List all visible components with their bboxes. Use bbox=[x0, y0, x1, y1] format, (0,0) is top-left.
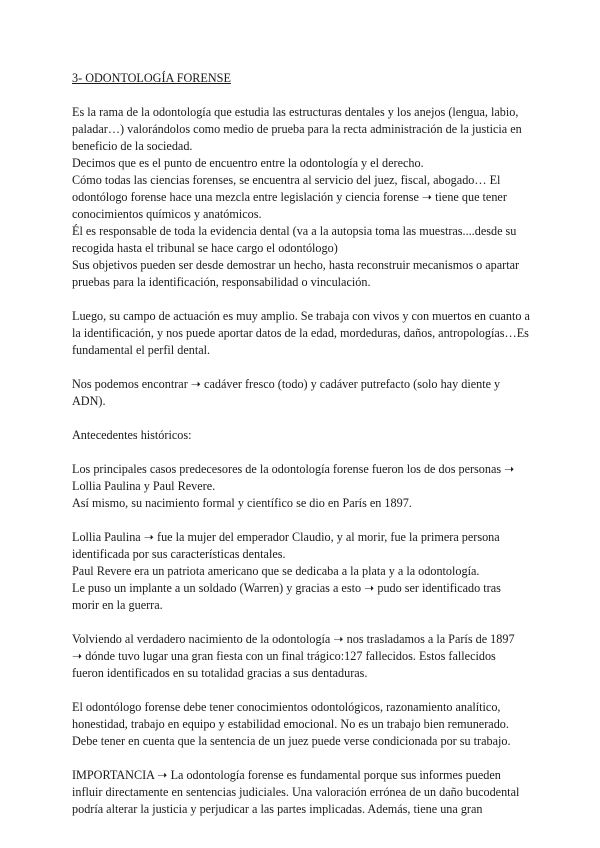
text-line: fueron identificados en su totalidad gracias a sus dentaduras. bbox=[72, 666, 368, 680]
paragraph-cadaver-types bbox=[72, 376, 532, 410]
text-line: la identificación, y nos puede aportar datos de la edad, mordeduras, daños, antropologías…Es bbox=[72, 326, 529, 340]
text-line: Debe tener en cuenta que la sentencia de un juez puede verse condicionada por su trabajo. bbox=[72, 734, 511, 748]
text-line: Nos podemos encontrar ➝ cadáver fresco (todo) y cadáver putrefacto (solo hay diente y bbox=[72, 377, 501, 391]
paragraph-skills bbox=[72, 699, 532, 750]
text-line: honestidad, trabajo en equipo y estabilidad emocional. No es un trabajo bien remunerado. bbox=[72, 717, 509, 731]
text-line: Volviendo al verdadero nacimiento de la odontología ➝ nos trasladamos a la París de 1897 bbox=[72, 632, 515, 646]
text-line: odontólogo forense hace una mezcla entre legislación y ciencia forense ➝ tiene que tener bbox=[72, 190, 507, 204]
text-line: paladar…) valorándolos como medio de prueba para la recta administración de la justicia en bbox=[72, 122, 522, 136]
paragraph-definition bbox=[72, 104, 532, 291]
text-line: fundamental el perfil dental. bbox=[72, 343, 211, 357]
text-line: Antecedentes históricos: bbox=[72, 428, 192, 442]
text-line: Le puso un implante a un soldado (Warren) y gracias a esto ➝ pudo ser identificado tras bbox=[72, 581, 501, 595]
text-line: IMPORTANCIA ➝ La odontología forense es fundamental porque sus informes pueden bbox=[72, 768, 501, 782]
text-line: influir directamente en sentencias judiciales. Una valoración errónea de un daño bucodental bbox=[72, 785, 520, 799]
text-line: Luego, su campo de actuación es muy amplio. Se trabaja con vivos y con muertos en cuanto a bbox=[72, 309, 530, 323]
paragraph-lollia-revere bbox=[72, 529, 532, 614]
text-line: pruebas para la identificación, responsabilidad o vinculación. bbox=[72, 275, 371, 289]
text-line: recogida hasta el tribunal se hace cargo el odontólogo) bbox=[72, 241, 338, 255]
text-line: ADN). bbox=[72, 394, 106, 408]
text-line: Sus objetivos pueden ser desde demostrar un hecho, hasta reconstruir mecanismos o apartar bbox=[72, 258, 520, 272]
paragraph-paris-1897 bbox=[72, 631, 532, 682]
text-line: El odontólogo forense debe tener conocimientos odontológicos, razonamiento analítico, bbox=[72, 700, 501, 714]
paragraph-predecessors bbox=[72, 461, 532, 512]
section-title: 3- ODONTOLOGÍA FORENSE bbox=[72, 71, 231, 85]
paragraph-history-heading bbox=[72, 427, 532, 444]
document-body bbox=[72, 70, 532, 835]
paragraph-scope bbox=[72, 308, 532, 359]
text-line: ➝ dónde tuvo lugar una gran fiesta con un final trágico:127 fallecidos. Estos fallecidos bbox=[72, 649, 496, 663]
text-line: Lollia Paulina ➝ fue la mujer del emperador Claudio, y al morir, fue la primera persona bbox=[72, 530, 500, 544]
text-line: Él es responsable de toda la evidencia dental (va a la autopsia toma las muestras....desde su bbox=[72, 224, 517, 238]
text-line: morir en la guerra. bbox=[72, 598, 163, 612]
text-line: Los principales casos predecesores de la odontología forense fueron los de dos personas ➝ bbox=[72, 462, 515, 476]
paragraph-importance bbox=[72, 767, 532, 818]
text-line: Así mismo, su nacimiento formal y científico se dio en París en 1897. bbox=[72, 496, 412, 510]
text-line: Cómo todas las ciencias forenses, se encuentra al servicio del juez, fiscal, abogado… El bbox=[72, 173, 501, 187]
text-line: Lollia Paulina y Paul Revere. bbox=[72, 479, 216, 493]
text-line: podría alterar la justicia y perjudicar a las partes implicadas. Además, tiene una gran bbox=[72, 802, 483, 816]
text-line: Paul Revere era un patriota americano que se dedicaba a la plata y a la odontología. bbox=[72, 564, 480, 578]
text-line: identificada por sus características dentales. bbox=[72, 547, 286, 561]
text-line: conocimientos químicos y anatómicos. bbox=[72, 207, 262, 221]
text-line: Es la rama de la odontología que estudia las estructuras dentales y los anejos (lengua, labio, bbox=[72, 105, 519, 119]
text-line: Decimos que es el punto de encuentro entre la odontología y el derecho. bbox=[72, 156, 424, 170]
text-line: beneficio de la sociedad. bbox=[72, 139, 193, 153]
